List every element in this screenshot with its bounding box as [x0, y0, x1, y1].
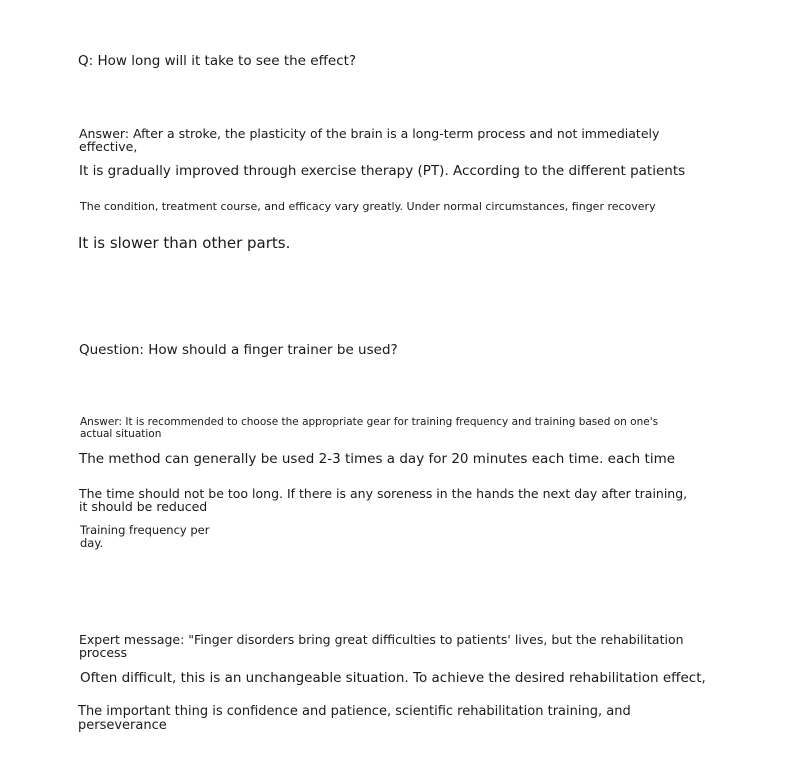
answer-1-line-4: It is slower than other parts.: [78, 234, 291, 252]
answer-2-line-3: The time should not be too long. If there is any soreness in the hands the next day after training, it should be reduced: [79, 486, 688, 514]
answer-2-line-4: Training frequency per day.: [80, 523, 210, 550]
question-2-text: Question: How should a finger trainer be used?: [79, 342, 398, 358]
answer-1-line-2: It is gradually improved through exercise therapy (PT). According to the different patients: [79, 163, 686, 179]
answer-1-line-1: Answer: After a stroke, the plasticity of the brain is a long-term process and not immediately effective,: [79, 126, 660, 154]
expert-message-line-1: Expert message: "Finger disorders bring great difficulties to patients' lives, but the rehabilitation process: [79, 632, 684, 660]
expert-message-line-3: The important thing is confidence and patience, scientific rehabilitation training, and perseverance: [78, 704, 631, 733]
answer-2-line-2: The method can generally be used 2-3 times a day for 20 minutes each time. each time: [79, 451, 676, 467]
question-1-text: Q: How long will it take to see the effect?: [78, 53, 357, 69]
answer-1-line-3: The condition, treatment course, and efficacy vary greatly. Under normal circumstances, finger recovery: [80, 200, 656, 213]
answer-2-line-1: Answer: It is recommended to choose the appropriate gear for training frequency and training based on one's actual situation: [80, 416, 659, 440]
expert-message-line-2: Often difficult, this is an unchangeable situation. To achieve the desired rehabilitation effect,: [80, 670, 706, 686]
